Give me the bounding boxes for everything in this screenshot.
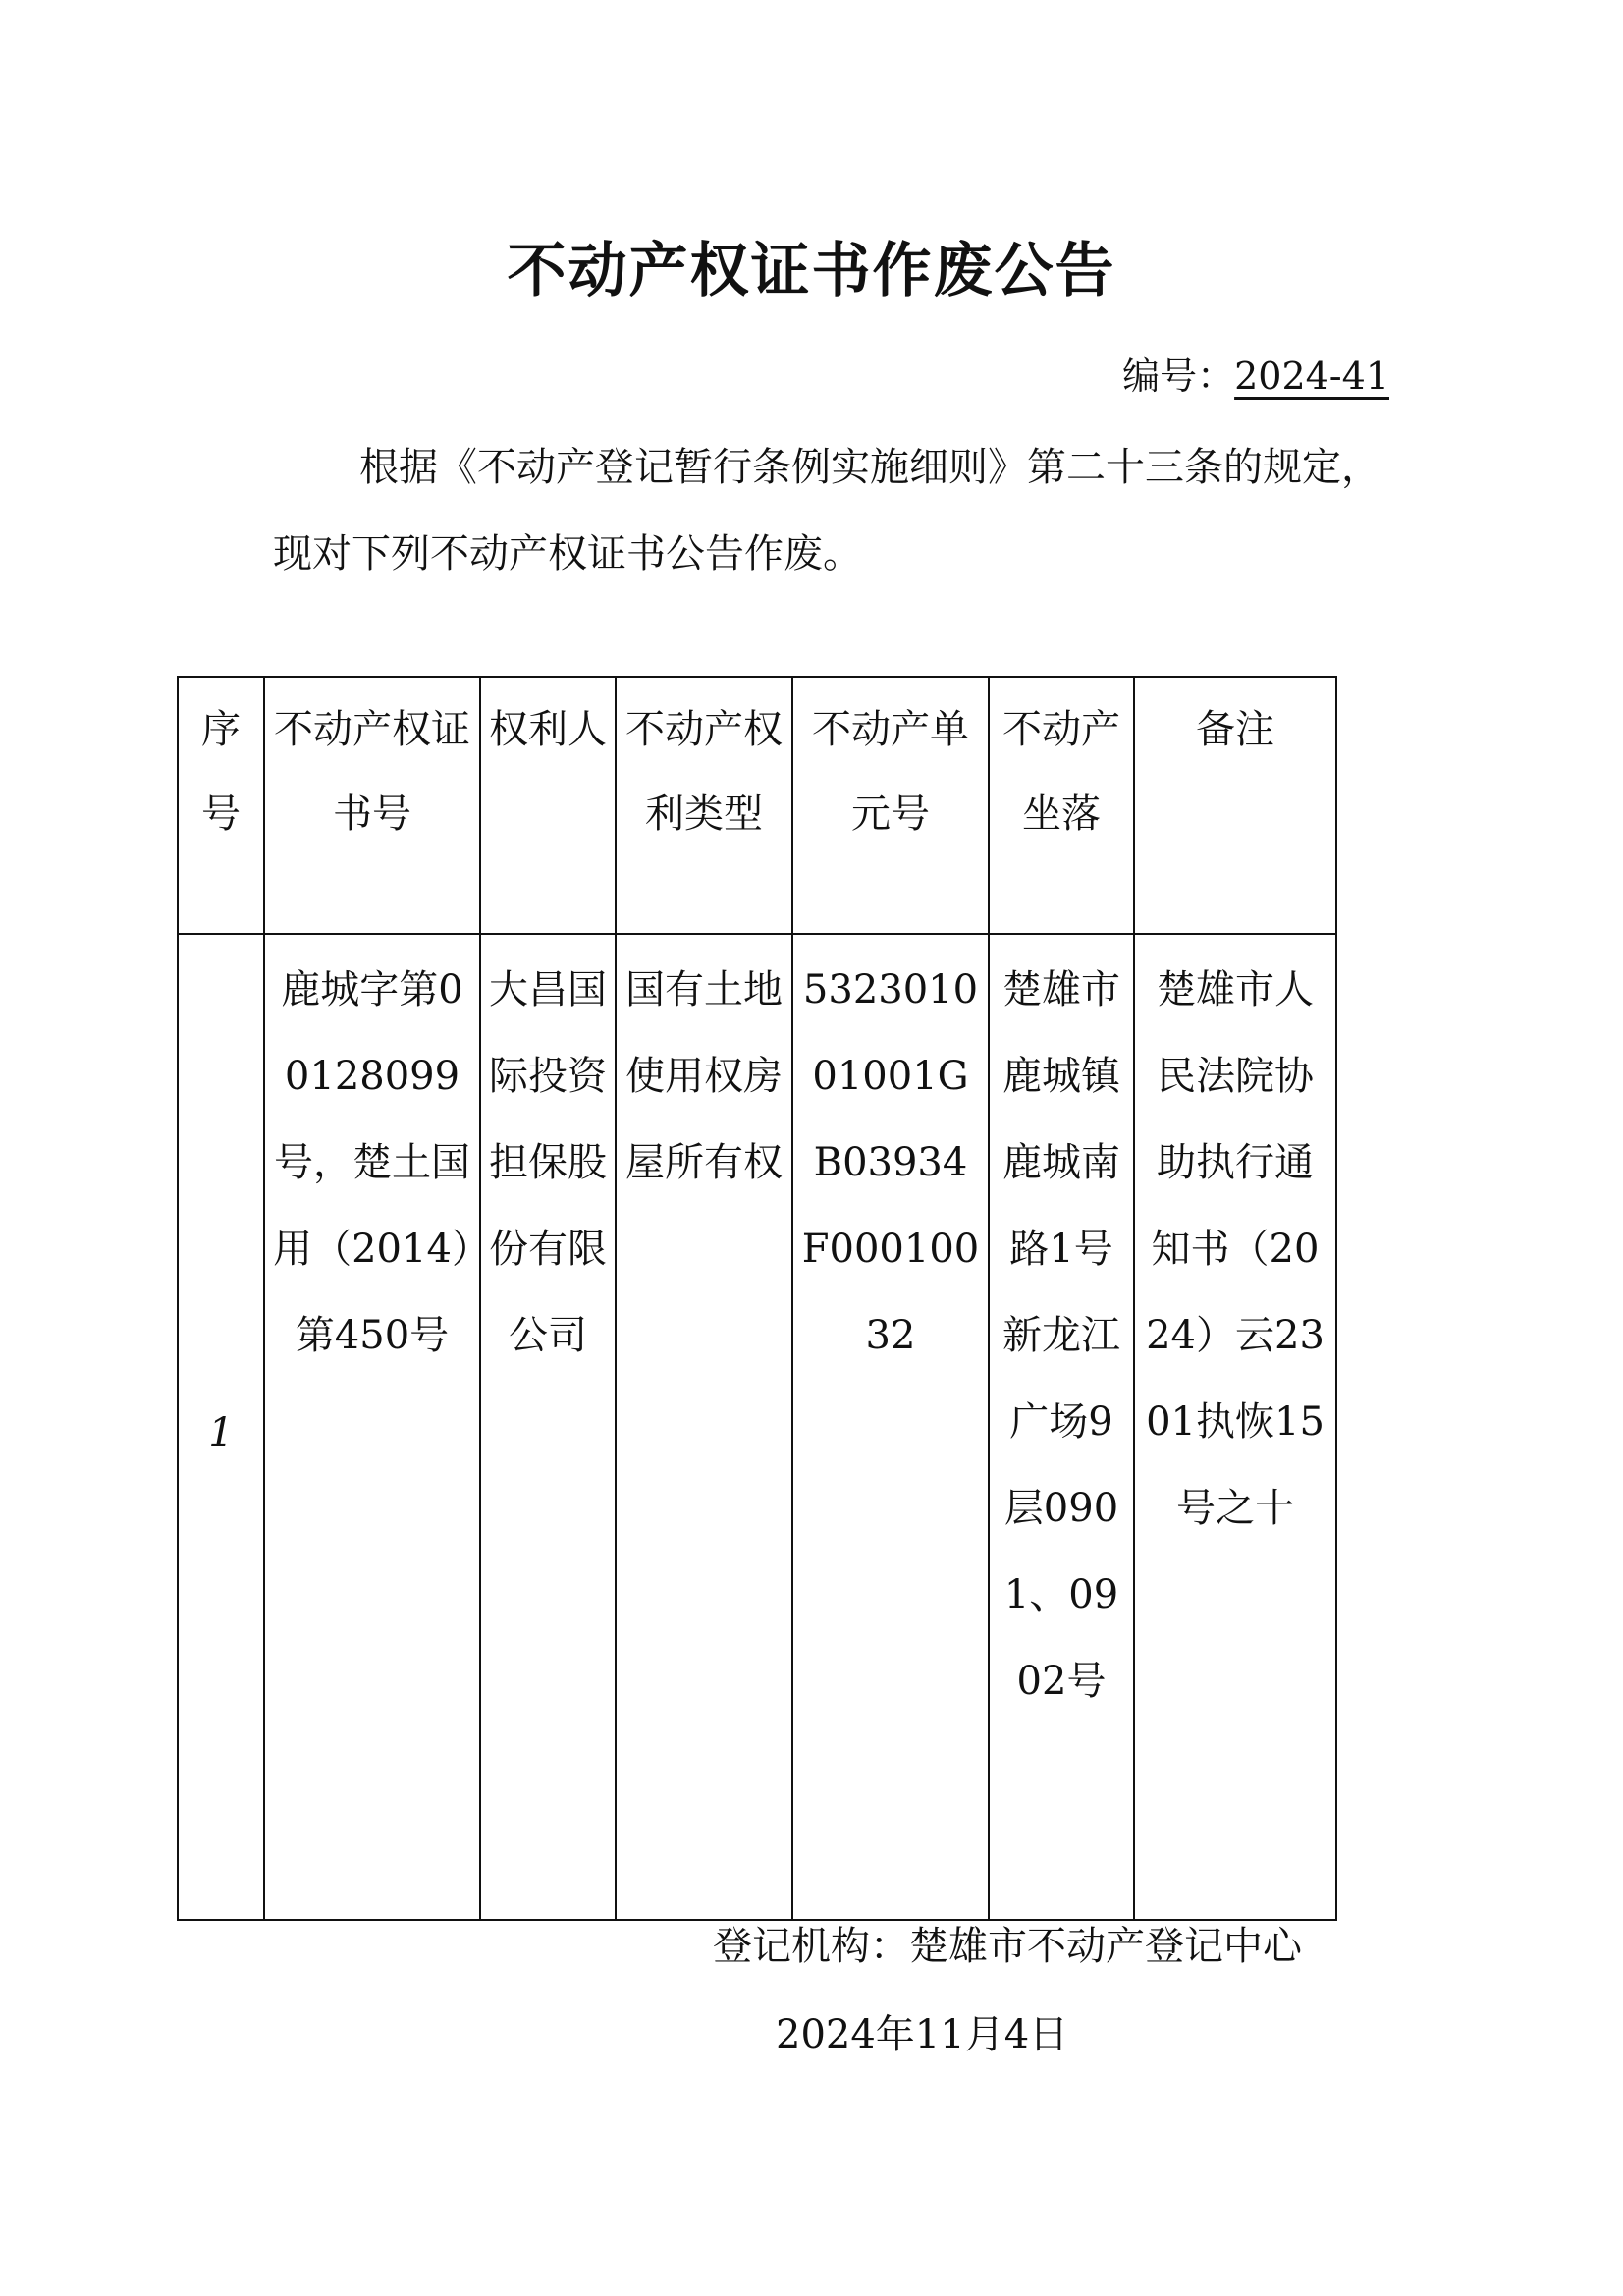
header-certificate-no: 不动产权证书号 — [264, 677, 480, 934]
table-header-row — [178, 677, 1336, 934]
cell-location: 楚雄市鹿城镇鹿城南路1号新龙江广场9层0901、0902号 — [989, 934, 1134, 1920]
table-row — [178, 934, 1336, 1920]
page-title: 不动产权证书作废公告 — [507, 237, 1116, 305]
cell-right-holder: 大昌国际投资担保股份有限公司 — [480, 934, 616, 1920]
cell-seq: 1 — [178, 934, 264, 1920]
header-location: 不动产坐落 — [989, 677, 1134, 934]
header-seq: 序号 — [178, 677, 264, 934]
document-number — [1122, 346, 1389, 400]
body-paragraph: 根据《不动产登记暂行条例实施细则》第二十三条的规定，现对下列不动产权证书公告作废。 — [273, 445, 1380, 576]
header-right-holder: 权利人 — [480, 677, 616, 934]
header-right-type: 不动产权利类型 — [616, 677, 792, 934]
cell-remark: 楚雄市人民法院协助执行通知书（2024）云2301执恢15号之十 — [1134, 934, 1336, 1920]
document-number-value: 2024-41 — [1234, 355, 1389, 398]
header-unit-no: 不动产单元号 — [792, 677, 989, 934]
cell-certificate-no: 鹿城字第00128099号，楚土国用（2014）第450号 — [264, 934, 480, 1920]
issue-date: 2024年11月4日 — [776, 2012, 1069, 2057]
header-remark: 备注 — [1134, 677, 1336, 934]
certificate-table — [177, 676, 1337, 1921]
cell-right-type: 国有土地使用权房屋所有权 — [616, 934, 792, 1920]
registration-organization: 登记机构：楚雄市不动产登记中心 — [713, 1924, 1302, 1969]
document-number-label: 编号： — [1122, 355, 1235, 398]
cell-unit-no: 532301001001GB03934F00010032 — [792, 934, 989, 1920]
